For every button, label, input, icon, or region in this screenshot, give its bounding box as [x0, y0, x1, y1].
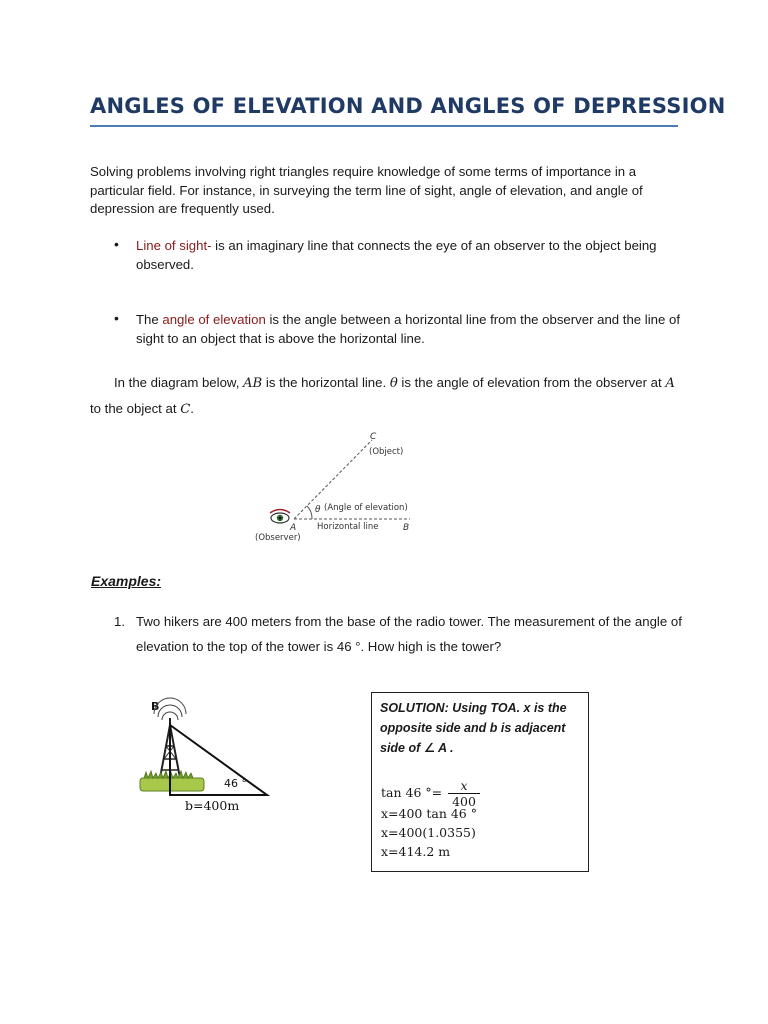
solution-heading: SOLUTION: Using TOA. x is the opposite side and b is adjacent side of ∠ A . [380, 701, 567, 755]
solution-line-1 [381, 778, 480, 809]
point-c-label: C [370, 432, 377, 442]
bullet-prefix: The [136, 312, 163, 327]
term-line-of-sight: Line of sight- [136, 238, 212, 253]
bullet-line-of-sight [136, 236, 680, 274]
bullet-marker: • [114, 310, 119, 326]
angle-46-label: 46 ° [224, 777, 247, 790]
tower-top-label: B [151, 700, 160, 713]
angle-arc [307, 506, 312, 519]
math-theta: θ [389, 376, 398, 391]
solution-line-4: x=414.2 m [381, 844, 451, 859]
math-c: C [180, 402, 191, 417]
bullet-marker: • [114, 236, 119, 252]
diagram-intro-paragraph [90, 370, 680, 422]
object-label: (Object) [369, 447, 404, 457]
fraction [448, 778, 480, 809]
fraction-numerator: x [448, 778, 480, 794]
horizontal-line-label: Horizontal line [317, 522, 379, 532]
text-run: In the diagram below, [114, 375, 244, 390]
solution-box [371, 692, 589, 872]
point-b-label: B [403, 523, 410, 533]
eye-icon [270, 510, 290, 524]
bullet-definition: is the angle between a horizontal line from the observer and the line of sight to an object that is above the horizontal line. [136, 312, 680, 346]
elevation-diagram [250, 428, 430, 548]
text-run: is the angle of elevation from the observer at [397, 375, 666, 390]
solution-line-3: x=400(1.0355) [381, 825, 476, 840]
fraction-denominator: 400 [452, 794, 476, 809]
term-angle-of-elevation: angle of elevation [162, 312, 266, 327]
angle-of-elevation-label: (Angle of elevation) [324, 503, 408, 513]
page-title: ANGLES OF ELEVATION AND ANGLES OF DEPRESSION [90, 94, 726, 118]
base-length-label: b=400m [185, 798, 240, 813]
examples-heading: Examples: [91, 573, 162, 589]
math-a: A [665, 376, 675, 391]
tower-diagram [138, 696, 278, 816]
title-underline [90, 125, 678, 127]
bullet-definition: is an imaginary line that connects the eye of an observer to the object being observed. [136, 238, 657, 272]
text-run: to the object at [90, 401, 181, 416]
example-1-text: Two hikers are 400 meters from the base of the radio tower. The measurement of the angle of elevation to the top of the tower is 46 °. How high is the tower? [136, 614, 682, 654]
intro-paragraph: Solving problems involving right triangles require knowledge of some terms of importance in a particular field. For instance, in surveying the term line of sight, angle of elevation, and angle of depression are frequently used. [90, 164, 643, 216]
bullet-angle-of-elevation [136, 310, 680, 348]
theta-label: θ [315, 505, 321, 515]
grass-blades [144, 771, 193, 778]
example-number: 1. [114, 614, 125, 629]
math-ab: AB [243, 376, 263, 391]
solution-line-2: x=400 tan 46 ° [381, 806, 477, 821]
tan-expression: tan 46 °= [381, 785, 443, 800]
point-a-label: A [290, 523, 297, 533]
text-run: . [190, 401, 194, 416]
observer-label: (Observer) [255, 533, 301, 543]
text-run: is the horizontal line. [262, 375, 390, 390]
grass-base [140, 778, 204, 791]
